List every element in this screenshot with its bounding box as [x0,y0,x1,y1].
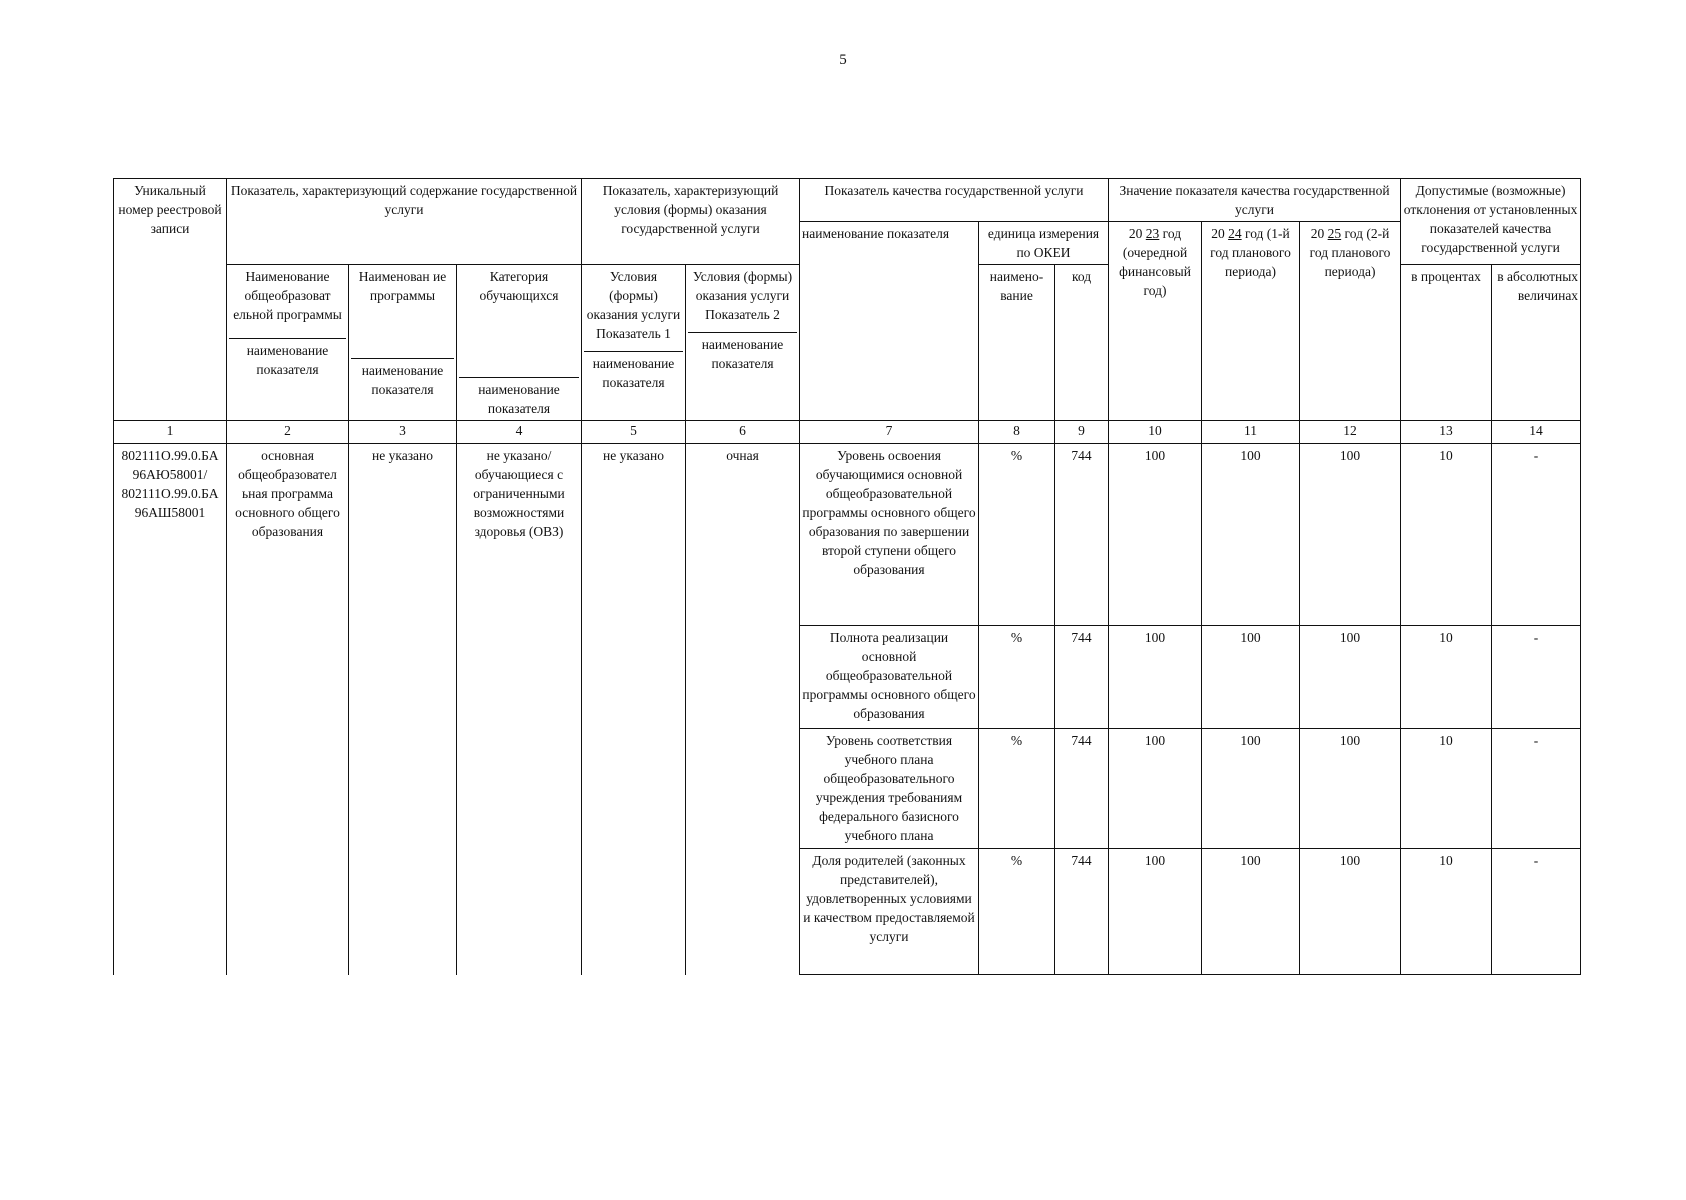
column-numbers-row [114,421,1581,444]
header-dev-absolute: в абсолютных величинах [1492,265,1581,421]
header-content-group: Показатель, характеризующий содержание государственной услуги [227,179,582,265]
indicator-value-1: 100 [1109,729,1202,849]
indicator-dev-percent: 10 [1401,729,1492,849]
col-number: 6 [686,421,800,444]
header-col-2: Наименование общеобразоват ельной программы наименование показателя [227,265,349,421]
header-row-1 [114,179,1581,222]
indicator-dev-percent: 10 [1401,626,1492,729]
indicator-code: 744 [1055,444,1109,626]
indicator-value-2: 100 [1202,729,1300,849]
record-condition-2: очная [686,444,800,975]
indicator-code: 744 [1055,729,1109,849]
indicator-value-1: 100 [1109,849,1202,975]
indicator-dev-absolute: - [1492,444,1581,626]
indicator-name: Уровень соответствия учебного плана общеобразовательного учреждения требованиям федерального базисного учебного плана [800,729,979,849]
indicator-dev-percent: 10 [1401,849,1492,975]
indicator-value-3: 100 [1300,849,1401,975]
indicator-value-1: 100 [1109,444,1202,626]
col-number: 2 [227,421,349,444]
header-deviation-group: Допустимые (возможные) отклонения от установленных показателей качества государственной услуги [1401,179,1581,265]
col-number: 13 [1401,421,1492,444]
col-number: 7 [800,421,979,444]
col-number: 10 [1109,421,1202,444]
indicator-unit: % [979,626,1055,729]
header-unit-name: наимено-вание [979,265,1055,421]
col-number: 8 [979,421,1055,444]
indicator-dev-absolute: - [1492,849,1581,975]
header-record-id: Уникальный номер реестровой записи [114,179,227,421]
indicator-value-2: 100 [1202,849,1300,975]
record-id: 802111О.99.0.БА 96АЮ58001/ 802111О.99.0.БА 96АШ58001 [114,444,227,975]
header-quality-name: наименование показателя [800,222,979,421]
indicator-dev-absolute: - [1492,729,1581,849]
col-number: 11 [1202,421,1300,444]
col-number: 1 [114,421,227,444]
header-year-1: 20 23 год (очередной финансовый год) [1109,222,1202,421]
header-col-4: Категория обучающихся наименование показателя [457,265,582,421]
indicator-name: Полнота реализации основной общеобразовательной программы основного общего образования [800,626,979,729]
indicator-dev-absolute: - [1492,626,1581,729]
header-values-group: Значение показателя качества государственной услуги [1109,179,1401,222]
indicator-code: 744 [1055,849,1109,975]
header-conditions-group: Показатель, характеризующий условия (формы) оказания государственной услуги [582,179,800,265]
col-number: 3 [349,421,457,444]
col-number: 4 [457,421,582,444]
page-number: 5 [839,52,847,68]
header-col-3: Наименован ие программы наименование показателя [349,265,457,421]
header-col-5: Условия (формы) оказания услуги Показатель 1 наименование показателя [582,265,686,421]
indicator-name: Уровень освоения обучающимися основной общеобразовательной программы основного общего образования по завершении второй ступени общего образования [800,444,979,626]
col-number: 9 [1055,421,1109,444]
indicator-unit: % [979,849,1055,975]
header-year-3: 20 25 год (2-й год планового периода) [1300,222,1401,421]
indicator-value-2: 100 [1202,626,1300,729]
record-condition-1: не указано [582,444,686,975]
record-category: не указано/ обучающиеся с ограниченными возможностями здоровья (ОВЗ) [457,444,582,975]
header-unit-code: код [1055,265,1109,421]
header-year-2: 20 24 год (1-й год планового периода) [1202,222,1300,421]
indicator-code: 744 [1055,626,1109,729]
header-col-6: Условия (формы) оказания услуги Показатель 2 наименование показателя [686,265,800,421]
indicator-unit: % [979,444,1055,626]
col-number: 5 [582,421,686,444]
col-number: 12 [1300,421,1401,444]
indicator-value-3: 100 [1300,444,1401,626]
indicator-value-3: 100 [1300,729,1401,849]
header-dev-percent: в процентах [1401,265,1492,421]
header-quality-group: Показатель качества государственной услуги [800,179,1109,222]
indicator-dev-percent: 10 [1401,444,1492,626]
indicator-value-3: 100 [1300,626,1401,729]
indicator-name: Доля родителей (законных представителей), удовлетворенных условиями и качеством предоставляемой услуги [800,849,979,975]
indicator-unit: % [979,729,1055,849]
record-program: основная общеобразовател ьная программа основного общего образования [227,444,349,975]
indicator-value-1: 100 [1109,626,1202,729]
header-unit: единица измерения по ОКЕИ [979,222,1109,265]
indicator-value-2: 100 [1202,444,1300,626]
quality-indicators-table [113,178,1581,975]
record-program-name: не указано [349,444,457,975]
table-row [114,444,1581,626]
col-number: 14 [1492,421,1581,444]
